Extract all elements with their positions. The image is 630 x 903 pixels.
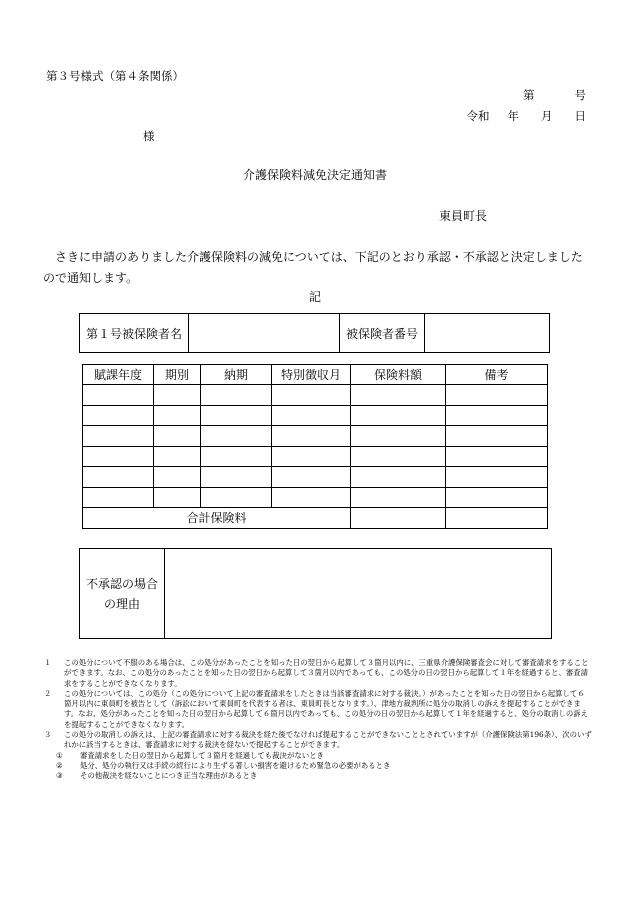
total-premium-label: 合計保険料 xyxy=(83,508,351,529)
subnote-item xyxy=(44,761,592,771)
cell[interactable] xyxy=(83,385,154,406)
cell[interactable] xyxy=(83,446,154,467)
number-prefix: 第 xyxy=(523,88,535,102)
total-remarks-field[interactable] xyxy=(446,508,548,529)
cell[interactable] xyxy=(351,446,446,467)
number-suffix: 号 xyxy=(574,88,586,102)
cell[interactable] xyxy=(83,405,154,426)
subnote-number: ③ xyxy=(56,771,63,781)
cell[interactable] xyxy=(154,487,201,508)
cell[interactable] xyxy=(201,446,272,467)
cell[interactable] xyxy=(201,385,272,406)
cell[interactable] xyxy=(272,426,351,447)
insured-number-field[interactable] xyxy=(425,314,550,353)
subnote-text: 審査請求をした日の翌日から起算して３箇月を経過しても裁決がないとき xyxy=(80,750,324,760)
cell[interactable] xyxy=(201,467,272,488)
notes xyxy=(44,658,592,782)
cell[interactable] xyxy=(272,405,351,426)
issue-date xyxy=(467,108,587,124)
ki-heading: 記 xyxy=(308,290,321,304)
note-item xyxy=(44,689,592,730)
cell[interactable] xyxy=(446,405,548,426)
premium-table xyxy=(82,364,548,529)
premium-table-header xyxy=(83,365,548,385)
insured-table xyxy=(79,313,550,353)
col-fiscal-year: 賦課年度 xyxy=(83,365,154,385)
cell[interactable] xyxy=(272,385,351,406)
col-premium-amount: 保険料額 xyxy=(351,365,446,385)
year-unit: 年 xyxy=(507,109,519,123)
cell[interactable] xyxy=(83,467,154,488)
table-row xyxy=(83,467,548,488)
cell[interactable] xyxy=(201,426,272,447)
table-row xyxy=(83,446,548,467)
subnote-number: ① xyxy=(56,750,63,760)
cell[interactable] xyxy=(201,487,272,508)
cell[interactable] xyxy=(272,446,351,467)
cell[interactable] xyxy=(446,487,548,508)
subnote-item xyxy=(44,751,592,761)
cell[interactable] xyxy=(154,426,201,447)
cell[interactable] xyxy=(272,487,351,508)
cell[interactable] xyxy=(446,446,548,467)
note-text: この処分について不服のある場合は、この処分があったことを知った日の翌日から起算して３箇月以内に、三重県介護保険審査会に対して審査請求をすることができます。なお、この処分のあったことを知った日の翌日から起算して３箇月以内であっても、この処分の日の翌日から起算して１年を経過すると、審査請求をすることができなくなります。 xyxy=(64,658,589,688)
col-due-date: 納期 xyxy=(201,365,272,385)
note-number: ３ xyxy=(44,730,52,740)
rejection-reason-box xyxy=(79,548,552,639)
total-row xyxy=(83,508,548,529)
subnote-text: その他裁決を経ないことにつき正当な理由があるとき xyxy=(80,771,258,781)
cell[interactable] xyxy=(154,405,201,426)
note-number: ２ xyxy=(44,688,52,698)
cell[interactable] xyxy=(446,426,548,447)
cell[interactable] xyxy=(351,385,446,406)
addressee-suffix: 様 xyxy=(143,129,155,143)
col-remarks: 備考 xyxy=(446,365,548,385)
insured-name-label: 第１号被保険者名 xyxy=(80,314,189,353)
day-unit: 日 xyxy=(574,109,586,123)
cell[interactable] xyxy=(446,385,548,406)
cell[interactable] xyxy=(351,405,446,426)
era: 令和 xyxy=(466,109,490,123)
subnote-item xyxy=(44,771,592,781)
col-period: 期別 xyxy=(154,365,201,385)
cell[interactable] xyxy=(154,385,201,406)
note-item xyxy=(44,658,592,689)
cell[interactable] xyxy=(351,426,446,447)
rejection-reason-field[interactable] xyxy=(166,553,547,634)
cell[interactable] xyxy=(351,487,446,508)
insured-name-field[interactable] xyxy=(189,314,340,353)
document-number xyxy=(523,87,586,103)
rejection-reason-label xyxy=(80,549,165,638)
note-text: この処分の取消しの訴えは、上記の審査請求に対する裁決を経た後でなければ提起することができないこととされていますが（介護保険法第196条）、次のいずれかに該当するときは、審査請求に対する裁決を経ないで提起することができます。 xyxy=(64,730,592,750)
insured-number-label: 被保険者番号 xyxy=(340,314,425,353)
cell[interactable] xyxy=(201,405,272,426)
form-number: 第３号様式（第４条関係） xyxy=(46,69,184,83)
total-premium-field[interactable] xyxy=(351,508,446,529)
cell[interactable] xyxy=(83,487,154,508)
note-number: １ xyxy=(44,658,52,667)
note-text: この処分については、この処分（この処分について上記の審査請求をしたときは当該審査請求に対する裁決。）があったことを知った日の翌日から起算して６箇月以内に東員町を被告として（訴訟において東員町を代表する者は、東員町長となります。）、津地方裁判所に処分の取消しの訴えを提起することができます。なお、処分があったことを知った日の翌日から起算して６箇月以内であっても、この処分の日の翌日から起算して１年を経過すると、処分の取消しの訴えを提起することができなくなります。 xyxy=(64,688,589,729)
table-row xyxy=(83,487,548,508)
month-unit: 月 xyxy=(541,109,553,123)
col-special-collection-month: 特別徴収月 xyxy=(272,365,351,385)
cell[interactable] xyxy=(351,467,446,488)
cell[interactable] xyxy=(154,467,201,488)
table-row xyxy=(83,426,548,447)
table-row xyxy=(83,405,548,426)
note-item xyxy=(44,730,592,751)
subnote-text: 処分、処分の執行又は手続の続行により生ずる著しい損害を避けるため緊急の必要があるとき xyxy=(80,760,391,770)
document-title: 介護保険料減免決定通知書 xyxy=(242,168,387,182)
table-row xyxy=(83,385,548,406)
cell[interactable] xyxy=(83,426,154,447)
cell[interactable] xyxy=(154,446,201,467)
body-text: さきに申請のありました介護保険料の減免については、下記のとおり承認・不承認と決定しましたので通知します。 xyxy=(43,250,583,285)
cell[interactable] xyxy=(446,467,548,488)
reason-label-line2: の理由 xyxy=(103,596,140,611)
reason-label-line1: 不承認の場合 xyxy=(85,576,158,591)
subnote-number: ② xyxy=(56,760,63,770)
issuer: 東員町長 xyxy=(438,209,487,223)
cell[interactable] xyxy=(272,467,351,488)
